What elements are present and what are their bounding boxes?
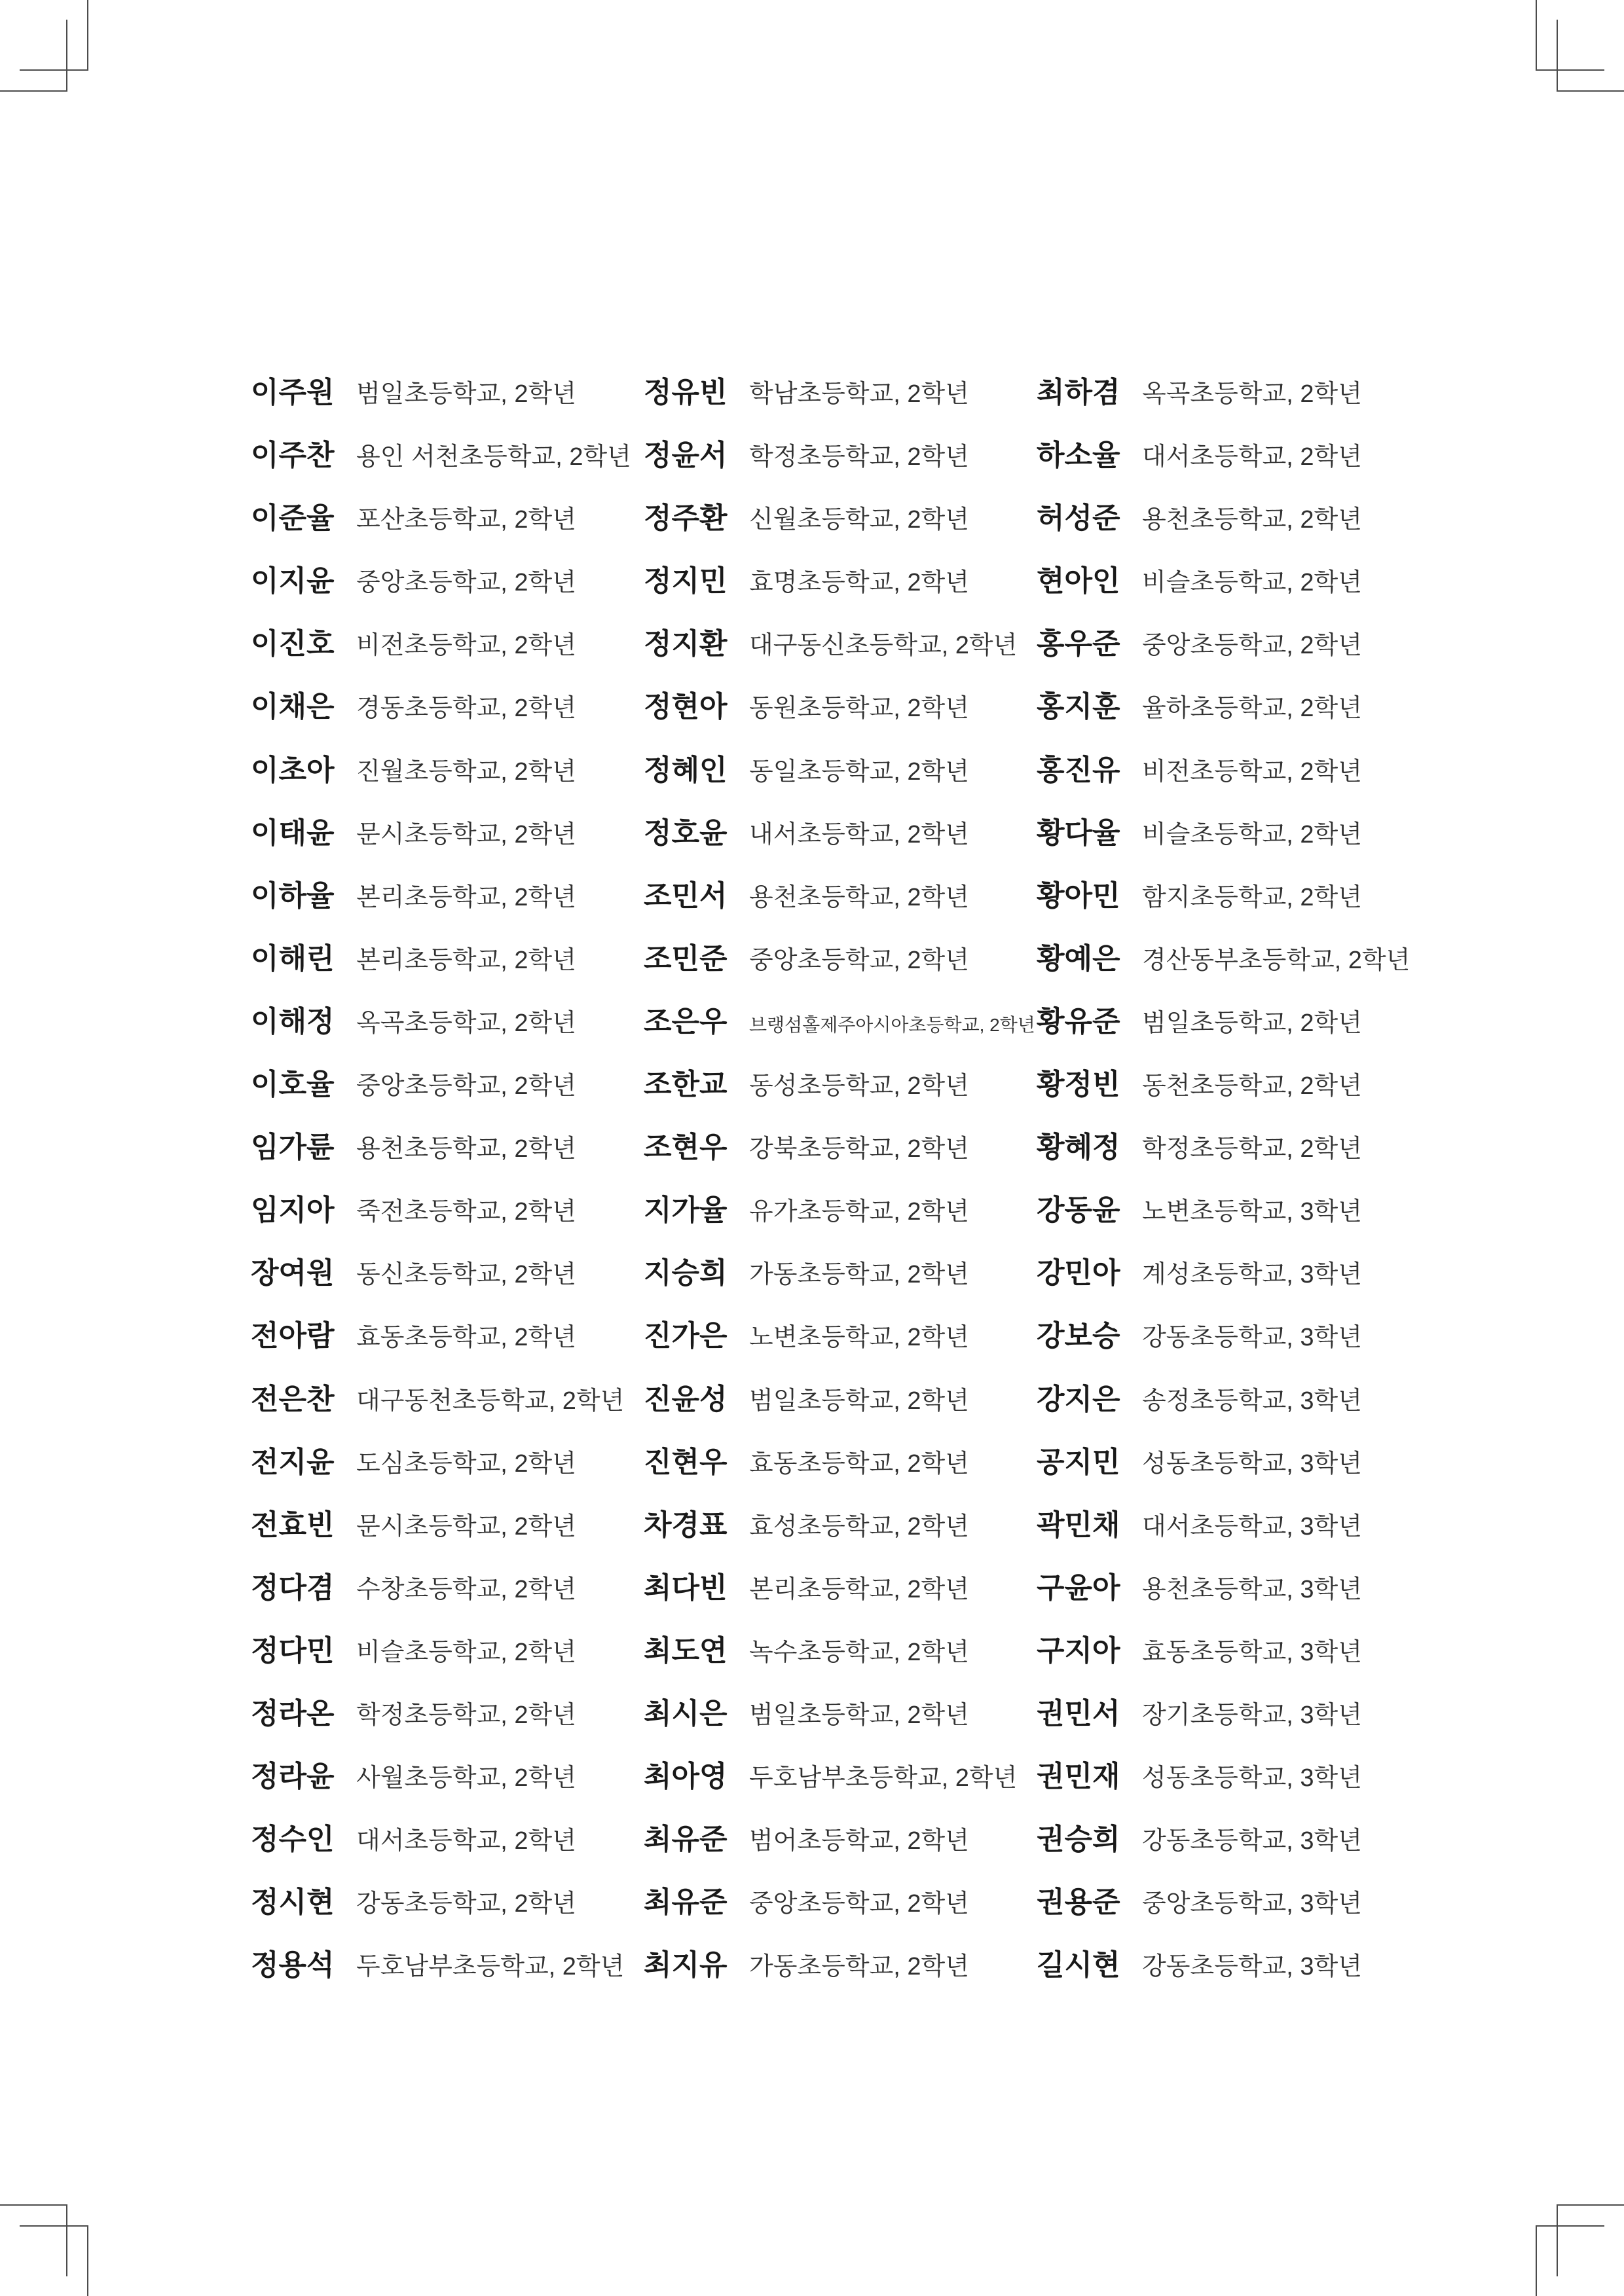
crop-mark-line xyxy=(20,2225,88,2296)
student-school-grade: 본리초등학교, 2학년 xyxy=(356,883,576,911)
student-school-grade: 사월초등학교, 2학년 xyxy=(356,1764,576,1793)
list-item xyxy=(644,1871,1035,1934)
student-school-grade: 동신초등학교, 2학년 xyxy=(356,1261,576,1289)
list-item xyxy=(251,1620,642,1683)
student-name: 권민재 xyxy=(1037,1760,1120,1793)
list-item xyxy=(1037,1557,1428,1620)
student-name: 구지아 xyxy=(1037,1634,1120,1667)
list-item xyxy=(251,361,642,424)
list-item xyxy=(251,1871,642,1934)
student-name: 황예은 xyxy=(1037,942,1120,975)
student-school-grade: 학정초등학교, 2학년 xyxy=(1142,1135,1362,1163)
student-name: 전지윤 xyxy=(251,1446,335,1478)
student-name: 이태윤 xyxy=(251,816,335,849)
student-column-1 xyxy=(251,361,642,1997)
list-item xyxy=(251,1179,642,1242)
list-item xyxy=(644,1557,1035,1620)
student-school-grade: 유가초등학교, 2학년 xyxy=(749,1198,969,1226)
student-name: 이주원 xyxy=(251,376,335,409)
list-item xyxy=(1037,1934,1428,1997)
student-school-grade: 학정초등학교, 2학년 xyxy=(749,443,969,471)
student-name: 전효빈 xyxy=(251,1508,335,1541)
student-school-grade: 용천초등학교, 2학년 xyxy=(356,1135,576,1163)
student-school-grade: 진월초등학교, 2학년 xyxy=(356,757,576,786)
list-item xyxy=(251,1242,642,1305)
student-name: 최도연 xyxy=(644,1634,728,1667)
student-name: 강민아 xyxy=(1037,1257,1120,1290)
list-item xyxy=(644,1368,1035,1431)
student-school-grade: 학정초등학교, 2학년 xyxy=(356,1701,576,1729)
student-name: 홍우준 xyxy=(1037,628,1120,661)
list-item xyxy=(251,1934,642,1997)
list-item xyxy=(1037,739,1428,802)
list-item xyxy=(644,1305,1035,1368)
student-name: 최아영 xyxy=(644,1760,728,1793)
student-school-grade: 가동초등학교, 2학년 xyxy=(749,1953,969,1981)
list-item xyxy=(1037,802,1428,865)
list-item xyxy=(251,991,642,1053)
student-school-grade: 율하초등학교, 2학년 xyxy=(1142,695,1362,723)
student-name: 정지환 xyxy=(644,628,728,661)
list-item xyxy=(1037,1808,1428,1871)
student-school-grade: 비슬초등학교, 2학년 xyxy=(1142,569,1362,597)
student-name: 최지유 xyxy=(644,1949,728,1982)
list-item xyxy=(644,802,1035,865)
student-school-grade: 강동초등학교, 3학년 xyxy=(1142,1953,1362,1981)
student-school-grade: 비전초등학교, 2학년 xyxy=(356,632,576,660)
list-item xyxy=(1037,1431,1428,1494)
student-school-grade: 노변초등학교, 2학년 xyxy=(749,1324,969,1352)
student-school-grade: 포산초등학교, 2학년 xyxy=(356,506,576,534)
student-name: 정혜인 xyxy=(644,754,728,786)
student-school-grade: 내서초등학교, 2학년 xyxy=(749,820,969,848)
student-school-grade: 대서초등학교, 2학년 xyxy=(1142,443,1362,471)
student-name: 전아람 xyxy=(251,1320,335,1353)
student-name: 정지민 xyxy=(644,565,728,598)
list-item xyxy=(251,1053,642,1116)
crop-mark-line xyxy=(1557,20,1624,92)
student-school-grade: 대구동천초등학교, 2학년 xyxy=(356,1387,625,1415)
list-item xyxy=(644,865,1035,928)
student-school-grade: 동일초등학교, 2학년 xyxy=(749,757,969,786)
list-item xyxy=(644,1934,1035,1997)
student-name: 정호윤 xyxy=(644,816,728,849)
student-school-grade: 가동초등학교, 2학년 xyxy=(749,1261,969,1289)
list-item xyxy=(1037,1745,1428,1808)
student-name: 권용준 xyxy=(1037,1886,1120,1919)
list-item xyxy=(251,676,642,738)
student-school-grade: 동천초등학교, 2학년 xyxy=(1142,1072,1362,1101)
list-item xyxy=(1037,1053,1428,1116)
student-school-grade: 중앙초등학교, 2학년 xyxy=(356,569,576,597)
student-school-grade: 강동초등학교, 2학년 xyxy=(356,1890,576,1918)
student-name: 권민서 xyxy=(1037,1697,1120,1730)
list-item xyxy=(251,1557,642,1620)
student-school-grade: 송정초등학교, 3학년 xyxy=(1142,1387,1362,1415)
student-school-grade: 용인 서천초등학교, 2학년 xyxy=(356,443,631,471)
student-name: 최다빈 xyxy=(644,1571,728,1604)
list-item xyxy=(251,487,642,550)
student-name: 정주환 xyxy=(644,502,728,535)
student-school-grade: 장기초등학교, 3학년 xyxy=(1142,1701,1362,1729)
student-school-grade: 경동초등학교, 2학년 xyxy=(356,695,576,723)
student-name: 지가율 xyxy=(644,1194,728,1227)
list-item xyxy=(251,1368,642,1431)
student-school-grade: 강동초등학교, 3학년 xyxy=(1142,1324,1362,1352)
student-name: 이지윤 xyxy=(251,565,335,598)
list-item xyxy=(1037,1242,1428,1305)
student-name: 이호율 xyxy=(251,1068,335,1101)
student-school-grade: 문시초등학교, 2학년 xyxy=(356,820,576,848)
student-name: 진가은 xyxy=(644,1320,728,1353)
student-school-grade: 성동초등학교, 3학년 xyxy=(1142,1764,1362,1793)
student-school-grade: 효동초등학교, 2학년 xyxy=(356,1324,576,1352)
student-name: 홍지훈 xyxy=(1037,691,1120,723)
list-item xyxy=(1037,424,1428,487)
student-school-grade: 녹수초등학교, 2학년 xyxy=(749,1638,969,1666)
student-school-grade: 대구동신초등학교, 2학년 xyxy=(749,632,1018,660)
list-item xyxy=(1037,361,1428,424)
list-item xyxy=(1037,991,1428,1053)
list-item xyxy=(1037,928,1428,991)
student-name: 강지은 xyxy=(1037,1383,1120,1415)
list-item xyxy=(644,1808,1035,1871)
student-school-grade: 경산동부초등학교, 2학년 xyxy=(1142,946,1411,974)
student-name: 임지아 xyxy=(251,1194,335,1227)
student-school-grade: 옥곡초등학교, 2학년 xyxy=(1142,380,1362,408)
student-school-grade: 노변초등학교, 3학년 xyxy=(1142,1198,1362,1226)
list-item xyxy=(644,676,1035,738)
student-school-grade: 두호남부초등학교, 2학년 xyxy=(356,1953,625,1981)
student-name: 임가륜 xyxy=(251,1131,335,1164)
student-name: 이해린 xyxy=(251,942,335,975)
list-item xyxy=(644,928,1035,991)
list-item xyxy=(251,739,642,802)
student-name: 정시현 xyxy=(251,1886,335,1919)
student-name: 이해정 xyxy=(251,1005,335,1038)
student-name: 정다겸 xyxy=(251,1571,335,1604)
list-item xyxy=(644,991,1035,1053)
student-school-grade: 동원초등학교, 2학년 xyxy=(749,695,969,723)
list-item xyxy=(1037,1368,1428,1431)
student-school-grade: 문시초등학교, 2학년 xyxy=(356,1512,576,1540)
student-school-grade: 강북초등학교, 2학년 xyxy=(749,1135,969,1163)
list-item xyxy=(644,1620,1035,1683)
student-name: 조현우 xyxy=(644,1131,728,1164)
list-item xyxy=(251,613,642,676)
crop-mark-line xyxy=(1557,2204,1624,2276)
list-item xyxy=(251,865,642,928)
crop-mark-bottom-left xyxy=(0,2181,115,2296)
student-name: 길시현 xyxy=(1037,1949,1120,1982)
student-name: 진현우 xyxy=(644,1446,728,1478)
student-name: 홍진유 xyxy=(1037,754,1120,786)
student-school-grade: 효성초등학교, 2학년 xyxy=(749,1512,969,1540)
student-name: 조은우 xyxy=(644,1005,728,1038)
list-item xyxy=(1037,1116,1428,1179)
list-item xyxy=(1037,1305,1428,1368)
student-school-grade: 비전초등학교, 2학년 xyxy=(1142,757,1362,786)
student-school-grade: 용천초등학교, 3학년 xyxy=(1142,1575,1362,1603)
student-school-grade: 본리초등학교, 2학년 xyxy=(749,1575,969,1603)
student-name: 정용석 xyxy=(251,1949,335,1982)
student-school-grade: 범일초등학교, 2학년 xyxy=(749,1387,969,1415)
student-name: 장여원 xyxy=(251,1257,335,1290)
list-item xyxy=(1037,865,1428,928)
student-name: 곽민채 xyxy=(1037,1508,1120,1541)
student-name: 조한교 xyxy=(644,1068,728,1101)
student-school-grade: 범일초등학교, 2학년 xyxy=(1142,1009,1362,1037)
student-school-grade: 본리초등학교, 2학년 xyxy=(356,946,576,974)
student-name: 최유준 xyxy=(644,1886,728,1919)
student-name: 이주찬 xyxy=(251,439,335,472)
list-item xyxy=(644,1494,1035,1557)
list-item xyxy=(1037,1494,1428,1557)
student-name: 구윤아 xyxy=(1037,1571,1120,1604)
student-school-grade: 성동초등학교, 3학년 xyxy=(1142,1449,1362,1478)
student-name: 진윤성 xyxy=(644,1383,728,1415)
student-name: 이초아 xyxy=(251,754,335,786)
list-item xyxy=(251,1808,642,1871)
student-name: 조민준 xyxy=(644,942,728,975)
crop-mark-top-left xyxy=(0,0,115,115)
crop-mark-line xyxy=(0,20,67,92)
list-item xyxy=(1037,1179,1428,1242)
student-name: 하소율 xyxy=(1037,439,1120,472)
student-school-grade: 비슬초등학교, 2학년 xyxy=(356,1638,576,1666)
student-name: 정유빈 xyxy=(644,376,728,409)
student-name: 권승희 xyxy=(1037,1823,1120,1856)
student-name: 현아인 xyxy=(1037,565,1120,598)
student-name: 정다민 xyxy=(251,1634,335,1667)
student-name: 정라윤 xyxy=(251,1760,335,1793)
list-item xyxy=(644,1242,1035,1305)
student-school-grade: 대서초등학교, 3학년 xyxy=(1142,1512,1362,1540)
list-item xyxy=(644,1683,1035,1745)
student-school-grade: 중앙초등학교, 2학년 xyxy=(749,1890,969,1918)
student-name: 최유준 xyxy=(644,1823,728,1856)
list-item xyxy=(251,1305,642,1368)
list-item xyxy=(1037,613,1428,676)
list-item xyxy=(1037,487,1428,550)
student-school-grade: 학남초등학교, 2학년 xyxy=(749,380,969,408)
list-item xyxy=(1037,676,1428,738)
student-column-2 xyxy=(644,361,1035,1997)
student-column-3 xyxy=(1037,361,1428,1997)
crop-mark-line xyxy=(1536,0,1604,71)
student-school-grade: 중앙초등학교, 2학년 xyxy=(356,1072,576,1101)
list-item xyxy=(644,550,1035,613)
list-item xyxy=(251,1494,642,1557)
student-school-grade: 계성초등학교, 3학년 xyxy=(1142,1261,1362,1289)
list-item xyxy=(251,1745,642,1808)
list-item xyxy=(251,928,642,991)
student-school-grade: 효동초등학교, 3학년 xyxy=(1142,1638,1362,1666)
student-name: 황아민 xyxy=(1037,879,1120,912)
list-item xyxy=(251,802,642,865)
list-item xyxy=(644,1116,1035,1179)
student-school-grade: 브랭섬홀제주아시아초등학교, 2학년 xyxy=(749,1014,1035,1035)
student-name: 황유준 xyxy=(1037,1005,1120,1038)
student-name: 정라온 xyxy=(251,1697,335,1730)
student-school-grade: 옥곡초등학교, 2학년 xyxy=(356,1009,576,1037)
student-school-grade: 비슬초등학교, 2학년 xyxy=(1142,820,1362,848)
student-school-grade: 강동초등학교, 3학년 xyxy=(1142,1827,1362,1855)
student-school-grade: 도심초등학교, 2학년 xyxy=(356,1449,576,1478)
crop-mark-bottom-right xyxy=(1509,2181,1624,2296)
list-item xyxy=(644,424,1035,487)
student-name: 강보승 xyxy=(1037,1320,1120,1353)
student-name: 지승희 xyxy=(644,1257,728,1290)
student-school-grade: 중앙초등학교, 2학년 xyxy=(1142,632,1362,660)
list-item xyxy=(644,1179,1035,1242)
student-name: 허성준 xyxy=(1037,502,1120,535)
student-school-grade: 수창초등학교, 2학년 xyxy=(356,1575,576,1603)
student-name: 최시은 xyxy=(644,1697,728,1730)
student-name: 정현아 xyxy=(644,691,728,723)
list-item xyxy=(251,550,642,613)
list-item xyxy=(644,1745,1035,1808)
student-name: 이하율 xyxy=(251,879,335,912)
list-item xyxy=(644,487,1035,550)
student-school-grade: 범어초등학교, 2학년 xyxy=(749,1827,969,1855)
student-name: 조민서 xyxy=(644,879,728,912)
student-name: 황정빈 xyxy=(1037,1068,1120,1101)
student-name: 이준율 xyxy=(251,502,335,535)
list-item xyxy=(644,1053,1035,1116)
list-item xyxy=(644,361,1035,424)
student-school-grade: 중앙초등학교, 3학년 xyxy=(1142,1890,1362,1918)
student-name: 전은찬 xyxy=(251,1383,335,1415)
student-school-grade: 함지초등학교, 2학년 xyxy=(1142,883,1362,911)
student-school-grade: 두호남부초등학교, 2학년 xyxy=(749,1764,1018,1793)
student-name: 차경표 xyxy=(644,1508,728,1541)
student-name: 이채은 xyxy=(251,691,335,723)
student-name: 이진호 xyxy=(251,628,335,661)
student-name: 황혜정 xyxy=(1037,1131,1120,1164)
student-school-grade: 범일초등학교, 2학년 xyxy=(356,380,576,408)
student-name: 황다율 xyxy=(1037,816,1120,849)
student-name: 강동윤 xyxy=(1037,1194,1120,1227)
student-name: 정수인 xyxy=(251,1823,335,1856)
crop-mark-line xyxy=(1536,2225,1604,2296)
student-school-grade: 용천초등학교, 2학년 xyxy=(749,883,969,911)
crop-mark-top-right xyxy=(1509,0,1624,115)
student-school-grade: 용천초등학교, 2학년 xyxy=(1142,506,1362,534)
list-item xyxy=(644,613,1035,676)
list-item xyxy=(251,424,642,487)
student-name: 최하겸 xyxy=(1037,376,1120,409)
student-school-grade: 죽전초등학교, 2학년 xyxy=(356,1198,576,1226)
student-school-grade: 동성초등학교, 2학년 xyxy=(749,1072,969,1101)
list-item xyxy=(1037,1871,1428,1934)
student-school-grade: 효명초등학교, 2학년 xyxy=(749,569,969,597)
list-item xyxy=(251,1116,642,1179)
student-school-grade: 범일초등학교, 2학년 xyxy=(749,1701,969,1729)
crop-mark-line xyxy=(20,0,88,71)
list-item xyxy=(1037,1620,1428,1683)
list-item xyxy=(251,1431,642,1494)
crop-mark-line xyxy=(0,2204,67,2276)
student-school-grade: 효동초등학교, 2학년 xyxy=(749,1449,969,1478)
student-school-grade: 중앙초등학교, 2학년 xyxy=(749,946,969,974)
student-name: 정윤서 xyxy=(644,439,728,472)
list-item xyxy=(644,739,1035,802)
list-item xyxy=(644,1431,1035,1494)
student-school-grade: 대서초등학교, 2학년 xyxy=(356,1827,576,1855)
list-item xyxy=(251,1683,642,1745)
list-item xyxy=(1037,550,1428,613)
student-name: 공지민 xyxy=(1037,1446,1120,1478)
list-item xyxy=(1037,1683,1428,1745)
student-school-grade: 신월초등학교, 2학년 xyxy=(749,506,969,534)
